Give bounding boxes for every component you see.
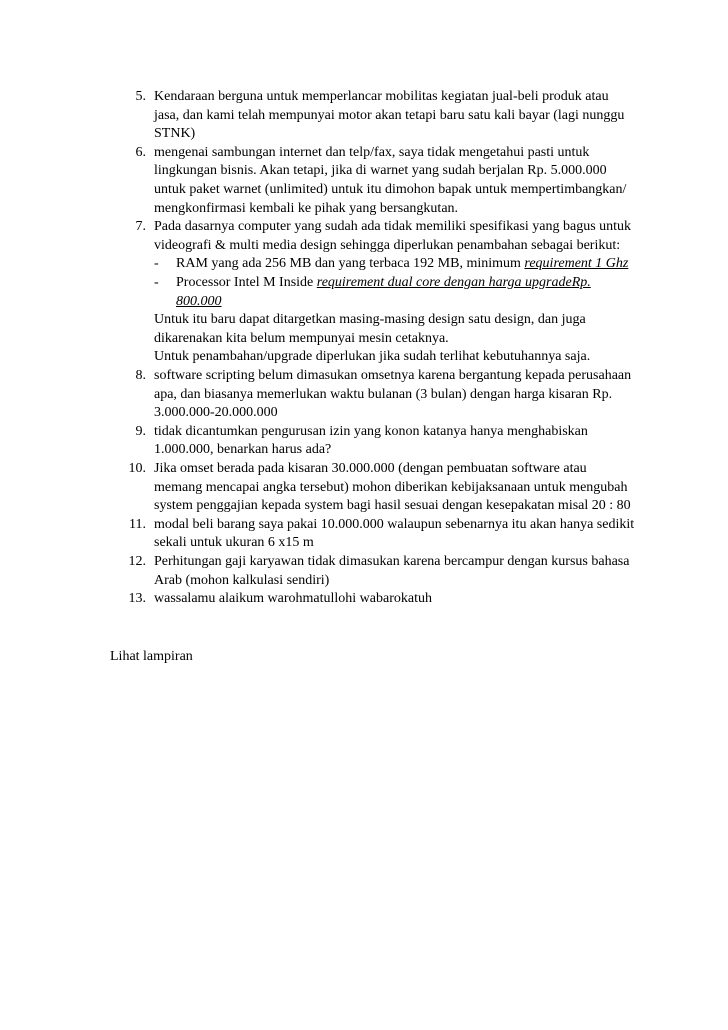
sub-item-text	[176, 274, 591, 293]
list-item-line: videografi & multi media design sehingga diperlukan penambahan sebagai berikut:	[154, 237, 621, 253]
list-item-number: 13.	[128, 591, 146, 607]
list-item-line: 3.000.000-20.000.000	[154, 405, 278, 421]
list-item-line: Jika omset berada pada kisaran 30.000.000 (dengan pembuatan software atau	[154, 461, 587, 476]
sub-item-plain: Processor Intel M Inside	[176, 274, 317, 290]
list-item-line: mengenai sambungan internet dan telp/fax, saya tidak mengetahui pasti untuk	[154, 144, 590, 160]
list-item-line: sekali untuk ukuran 6 x15 m	[154, 535, 314, 551]
list-item-line: Untuk penambahan/upgrade diperlukan jika sudah terlihat kebutuhannya saja.	[154, 349, 591, 365]
sub-item-dash: -	[154, 256, 159, 272]
list-item-number: 6.	[135, 144, 146, 160]
sub-item-dash: -	[154, 274, 159, 290]
list-item-line: software scripting belum dimasukan omsetnya karena bergantung kepada perusahaan	[154, 368, 632, 383]
list-item-line: Perhitungan gaji karyawan tidak dimasukan karena bercampur dengan kursus bahasa	[154, 554, 630, 569]
list-item-line: lingkungan bisnis. Akan tetapi, jika di warnet yang sudah berjalan Rp. 5.000.000	[154, 163, 607, 179]
attachment-note: Lihat lampiran	[110, 649, 193, 664]
sub-item-emphasis: 800.000	[176, 293, 222, 309]
list-item-number: 9.	[135, 423, 146, 439]
list-item-line: modal beli barang saya pakai 10.000.000 walaupun sebenarnya itu akan hanya sedikit	[154, 516, 635, 532]
list-item-line: mengkonfirmasi kembali ke pihak yang bersangkutan.	[154, 200, 459, 216]
list-item-number: 10.	[128, 461, 146, 476]
list-item-number: 7.	[135, 219, 146, 235]
list-item-line: dikarenakan kita belum mempunyai mesin cetaknya.	[154, 330, 449, 346]
sub-item-emphasis: requirement dual core dengan harga upgradeRp.	[316, 274, 591, 290]
list-item-line: jasa, dan kami telah mempunyai motor akan tetapi baru satu kali bayar (lagi nunggu	[154, 107, 625, 123]
sub-item-text	[176, 293, 222, 312]
list-item-number: 8.	[135, 368, 146, 383]
list-item-line: wassalamu alaikum warohmatullohi wabarokatuh	[154, 591, 432, 607]
list-item-line: memang mencapai angka tersebut) mohon diberikan kebijaksanaan untuk mengubah	[154, 479, 628, 495]
list-item-line: Kendaraan berguna untuk memperlancar mobilitas kegiatan jual-beli produk atau	[154, 89, 609, 104]
list-item-number: 12.	[128, 554, 146, 569]
sub-item-emphasis: requirement 1 Ghz	[524, 256, 629, 272]
list-item-line: system penggajian kepada system bagi hasil sesuai dengan kesepakatan misal 20 : 80	[154, 498, 631, 514]
list-item-number: 5.	[135, 89, 146, 104]
sub-item-plain: RAM yang ada 256 MB dan yang terbaca 192 MB, minimum	[176, 256, 525, 272]
list-item-line: 1.000.000, benarkan harus ada?	[154, 442, 332, 458]
list-item-line: tidak dicantumkan pengurusan izin yang konon katanya hanya menghabiskan	[154, 423, 588, 439]
list-item-line: apa, dan biasanya memerlukan waktu bulanan (3 bulan) dengan harga kisaran Rp.	[154, 386, 613, 402]
sub-item-text	[176, 255, 628, 274]
list-item-line: untuk paket warnet (unlimited) untuk itu dimohon bapak untuk mempertimbangkan/	[154, 181, 627, 197]
list-item-line: Pada dasarnya computer yang sudah ada tidak memiliki spesifikasi yang bagus untuk	[154, 219, 632, 235]
list-item-line: STNK)	[154, 126, 196, 142]
list-item-number: 11.	[129, 516, 146, 532]
list-item-line: Untuk itu baru dapat ditargetkan masing-masing design satu design, dan juga	[154, 312, 586, 328]
list-item-line: Arab (mohon kalkulasi sendiri)	[154, 572, 330, 588]
